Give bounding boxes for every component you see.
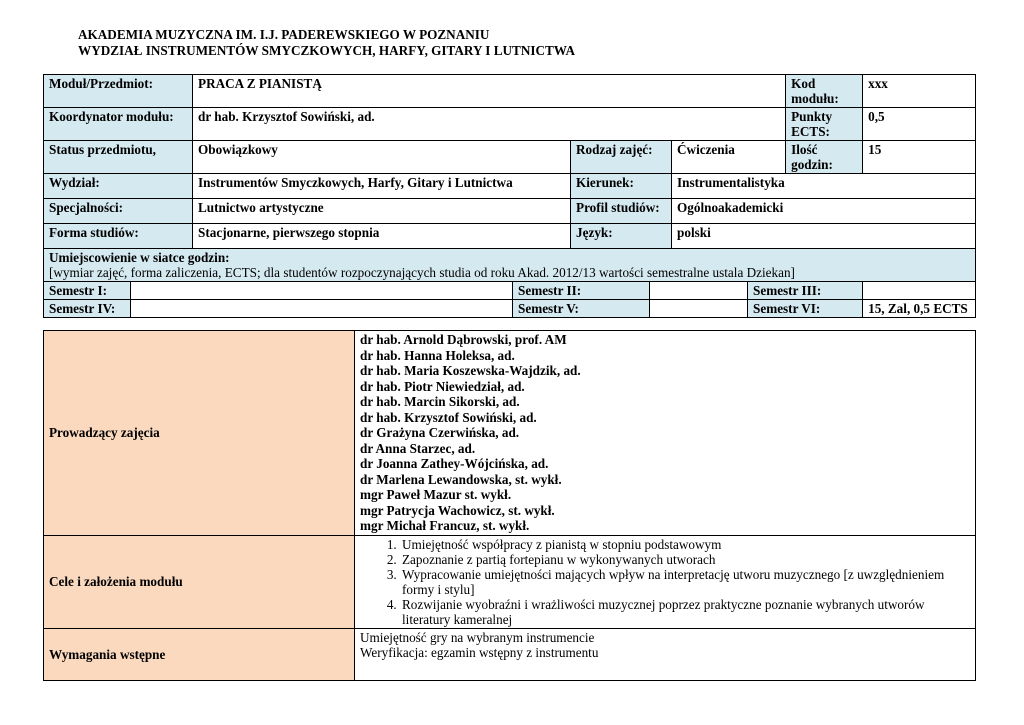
faculty-value: Instrumentów Smyczkowych, Harfy, Gitary i Lutnictwa xyxy=(193,174,571,199)
placement-title: Umiejscowienie w siatce godzin: xyxy=(49,250,230,265)
requirement-item: Umiejętność gry na wybranym instrumencie xyxy=(360,629,595,645)
direction-value: Instrumentalistyka xyxy=(672,174,976,199)
semester-6-value: 15, Zal, 0,5 ECTS xyxy=(863,300,976,318)
module-info-table xyxy=(43,74,976,318)
coordinator-label: Koordynator modułu: xyxy=(44,108,193,141)
teachers-label: Prowadzący zajęcia xyxy=(44,331,355,536)
teacher-name: dr hab. Arnold Dąbrowski, prof. AM xyxy=(360,332,567,347)
status-label: Status przedmiotu, xyxy=(44,141,193,174)
semester-1-label: Semestr I: xyxy=(44,282,131,300)
semester-1-value xyxy=(131,282,513,300)
specialty-value: Lutnictwo artystyczne xyxy=(193,199,571,224)
goal-item: 4. Rozwijanie wyobraźni i wrażliwości muzycznej poprzez praktyczne poznanie wybranych utworów literatury kameralnej xyxy=(400,597,970,627)
teacher-name: dr Marlena Lewandowska, st. wykł. xyxy=(360,471,562,487)
requirements-cell xyxy=(355,628,976,680)
document-header xyxy=(78,27,575,59)
teacher-name: dr Anna Starzec, ad. xyxy=(360,440,476,456)
goals-cell xyxy=(355,535,976,628)
academy-name: AKADEMIA MUZYCZNA IM. I.J. PADEREWSKIEGO W POZNANIU xyxy=(78,27,490,42)
specialty-label: Specjalności: xyxy=(44,199,193,224)
status-value: Obowiązkowy xyxy=(193,141,571,174)
teacher-name: dr Grażyna Czerwińska, ad. xyxy=(360,425,520,440)
semester-5-value xyxy=(650,300,748,318)
study-form-value: Stacjonarne, pierwszego stopnia xyxy=(193,224,571,249)
goal-item: 3. Wypracowanie umiejętności mających wpływ na interpretację utworu muzycznego [z uwzględnieniem formy i stylu] xyxy=(400,567,970,597)
semester-3-value xyxy=(863,282,976,300)
placement-cell xyxy=(44,249,976,282)
subject-value: PRACA Z PIANISTĄ xyxy=(193,75,786,108)
semester-2-label: Semestr II: xyxy=(513,282,650,300)
goals-list xyxy=(360,537,970,627)
goals-label: Cele i założenia modułu xyxy=(44,535,355,628)
class-type-label: Rodzaj zajęć: xyxy=(571,141,672,174)
semester-5-label: Semestr V: xyxy=(513,300,650,318)
ects-label: Punkty ECTS: xyxy=(786,108,863,141)
semester-4-value xyxy=(131,300,513,318)
goal-item: 2. Zapoznanie z partią fortepianu w wykonywanych utworach xyxy=(400,552,970,567)
semester-2-value xyxy=(650,282,748,300)
semester-3-label: Semestr III: xyxy=(748,282,863,300)
teacher-name: dr Joanna Zathey-Wójcińska, ad. xyxy=(360,456,549,471)
language-value: polski xyxy=(672,224,976,249)
teacher-name: dr hab. Krzysztof Sowiński, ad. xyxy=(360,409,537,425)
code-value: xxx xyxy=(863,75,976,108)
teacher-name: dr hab. Maria Koszewska-Wajdzik, ad. xyxy=(360,363,581,378)
teacher-name: dr hab. Hanna Holeksa, ad. xyxy=(360,347,515,363)
teacher-name: dr hab. Piotr Niewiedział, ad. xyxy=(360,378,525,394)
coordinator-value: dr hab. Krzysztof Sowiński, ad. xyxy=(193,108,786,141)
teacher-name: dr hab. Marcin Sikorski, ad. xyxy=(360,394,520,409)
requirement-item: Weryfikacja: egzamin wstępny z instrumentu xyxy=(360,644,599,660)
goal-item: 1. Umiejętność współpracy z pianistą w stopniu podstawowym xyxy=(400,537,970,552)
study-form-label: Forma studiów: xyxy=(44,224,193,249)
teacher-name: mgr Michał Francuz, st. wykł. xyxy=(360,518,530,533)
ects-value: 0,5 xyxy=(863,108,976,141)
module-details-table xyxy=(43,330,976,681)
placement-note: [wymiar zajęć, forma zaliczenia, ECTS; dla studentów rozpoczynających studia od roku Akad. 2012/13 wartości semestralne ustala Dziekan] xyxy=(49,265,795,280)
teachers-list xyxy=(355,331,976,536)
hours-value: 15 xyxy=(863,141,976,174)
requirements-label: Wymagania wstępne xyxy=(44,628,355,680)
faculty-label: Wydział: xyxy=(44,174,193,199)
teacher-name: mgr Patrycja Wachowicz, st. wykł. xyxy=(360,502,555,518)
teacher-name: mgr Paweł Mazur st. wykł. xyxy=(360,487,512,502)
code-label: Kod modułu: xyxy=(786,75,863,108)
hours-label: Ilość godzin: xyxy=(786,141,863,174)
profile-value: Ogólnoakademicki xyxy=(672,199,976,224)
class-type-value: Ćwiczenia xyxy=(672,141,786,174)
profile-label: Profil studiów: xyxy=(571,199,672,224)
language-label: Język: xyxy=(571,224,672,249)
faculty-name: WYDZIAŁ INSTRUMENTÓW SMYCZKOWYCH, HARFY, GITARY I LUTNICTWA xyxy=(78,43,576,58)
semester-4-label: Semestr IV: xyxy=(44,300,131,318)
semester-6-label: Semestr VI: xyxy=(748,300,863,318)
subject-label: Moduł/Przedmiot: xyxy=(44,75,193,108)
direction-label: Kierunek: xyxy=(571,174,672,199)
